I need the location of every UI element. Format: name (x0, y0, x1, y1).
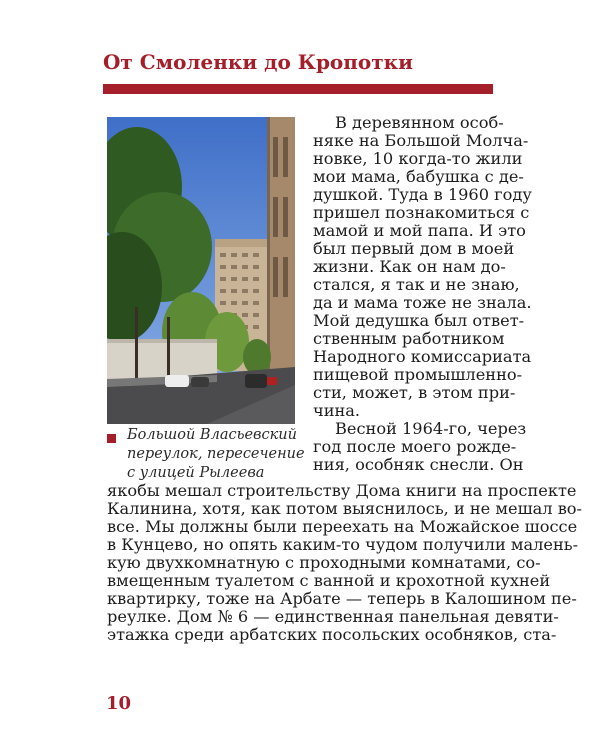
caption-line: переулок, пересечение (127, 446, 305, 462)
text-line: В деревянном особ- (335, 113, 504, 132)
caption-line: Большой Власьевский (127, 427, 297, 443)
text-line: душкой. Туда в 1960 году (313, 185, 532, 204)
page-number: 10 (106, 693, 132, 714)
text-line: пришел познакомиться с (313, 203, 530, 222)
text-line: в Кунцево, но опять каким-то чудом получили малень- (107, 535, 579, 554)
text-line: жизни. Как он нам до- (313, 257, 506, 276)
text-line: квартирку, тоже на Арбате — теперь в Калошином пе- (107, 589, 577, 608)
text-line: новке, 10 когда-то жили (313, 149, 523, 168)
text-line: вмещенным туалетом с ванной и крохотной кухней (107, 571, 551, 590)
street-photo (107, 117, 295, 424)
text-line: Мой дедушка был ответ- (313, 311, 525, 330)
text-line: Народного комиссариата (313, 347, 532, 366)
text-line: стался, я так и не знаю, (313, 275, 520, 294)
text-line: чина. (313, 401, 361, 420)
text-column-full (107, 473, 583, 703)
caption-marker (107, 434, 116, 443)
chapter-title: От Смоленки до Кропотки (103, 50, 413, 74)
text-line: ния, особняк снесли. Он (313, 455, 524, 474)
text-line: год после моего рожде- (313, 437, 517, 456)
text-line: ственным работником (313, 329, 505, 348)
text-line: Калинина, хотя, как потом выяснилось, и не мешал во- (107, 499, 583, 518)
text-line: все. Мы должны были переехать на Можайское шоссе (107, 517, 578, 536)
text-line: няке на Большой Молча- (313, 131, 529, 150)
text-line: этажка среди арбатских посольских особняков, ста- (107, 625, 557, 644)
text-line: Весной 1964-го, через (335, 419, 527, 438)
text-column-right (313, 113, 532, 474)
text-line: мамой и мой папа. И это (313, 221, 526, 240)
text-line: да и мама тоже не знала. (313, 293, 532, 312)
text-line: был первый дом в моей (313, 239, 515, 258)
caption-line: с улицей Рылеева (127, 465, 265, 481)
text-line: реулке. Дом № 6 — единственная панельная девяти- (107, 607, 559, 626)
header-rule (103, 84, 493, 94)
text-line: якобы мешал строительству Дома книги на проспекте (107, 481, 577, 500)
text-line: кую двухкомнатную с проходными комнатами, со- (107, 553, 541, 572)
text-line: мои мама, бабушка с де- (313, 167, 524, 186)
text-line: сти, может, в этом при- (313, 383, 516, 402)
text-line: пищевой промышленно- (313, 365, 523, 384)
